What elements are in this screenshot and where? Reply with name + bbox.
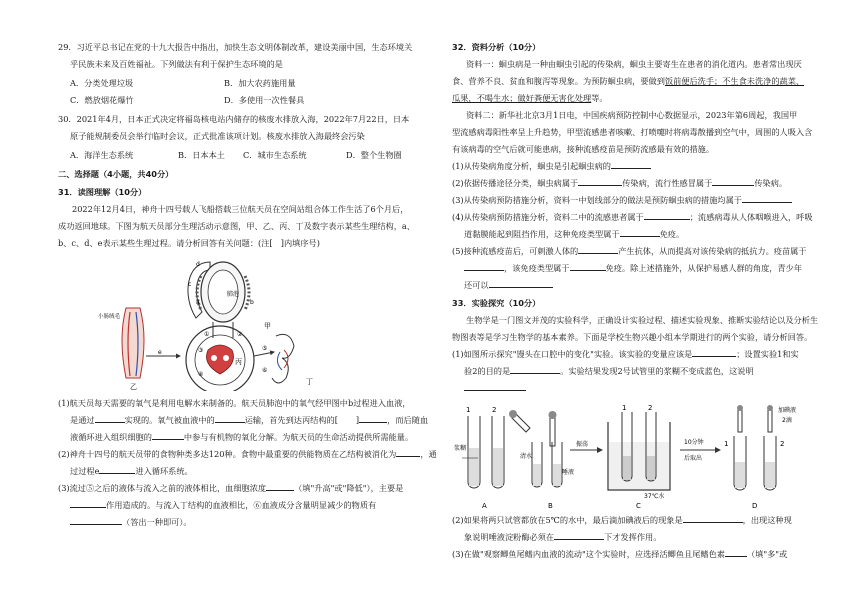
- tube-1-label-c: 1: [622, 404, 627, 412]
- q32-m1-line2: 食、营养不良、贫血和腹泻等现象。为预防蛔虫病，要做到饭前便后洗手；不生食未洗净的蔬菜、: [452, 76, 805, 86]
- tube-1-label-d: 1: [724, 440, 729, 448]
- label-jia: 甲: [264, 322, 271, 330]
- label-d: D: [752, 502, 758, 510]
- label-ding: 丁: [306, 378, 313, 386]
- label-yi: 乙: [130, 383, 137, 391]
- kidney-structure: [272, 334, 294, 383]
- experiment-diagram: [452, 402, 826, 510]
- label-dian1: 加碘液: [778, 407, 797, 414]
- num-6: ⑥: [262, 367, 268, 374]
- blank-19[interactable]: [489, 279, 553, 288]
- blank-5[interactable]: [396, 448, 420, 457]
- label-qingshui: 清水: [520, 453, 533, 460]
- num-5: ⑤: [262, 345, 268, 352]
- label-bing: 丙: [235, 358, 242, 366]
- label-jianghu: 浆糊: [454, 445, 467, 452]
- heart-structure: [207, 345, 234, 374]
- q32-m1-line3: 瓜果，不喝生水；做好粪便无害化处理等。: [452, 93, 608, 103]
- q30-option-d: D．整个生物圈: [346, 150, 402, 160]
- setup-a: [462, 416, 504, 488]
- q32-m2-line1: 资料二：新华社北京3月1日电，中国疾病预防控制中心数据显示，2023年第6周起，我国甲: [466, 110, 798, 120]
- tube-2-label-c: 2: [648, 404, 653, 412]
- blank-1[interactable]: [95, 414, 125, 423]
- q32-s3: (3)从传染病预防措施分析，资料一中划线部分的做法是预防蛔虫病的措施均属于: [452, 194, 792, 207]
- q33-s2-line1: (2)如果将两只试管都放在5℃的水中，最后滴加碘液后的现象是 ，出现这种现: [452, 515, 792, 525]
- blank-6[interactable]: [99, 465, 135, 474]
- num-2: ②: [237, 331, 243, 338]
- q29-line2: 乎民族未来及百姓福祉。下列做法有利于保护生态环境的是: [70, 59, 283, 69]
- q31-intro-2: 成功返回地球。下图为航天员部分生理活动示意图，甲、乙、丙、丁及数字表示某些生理结构，a、: [58, 221, 415, 231]
- q31-intro-1: 2022年12月4日，神舟十四号载人飞船搭载三位航天员在空间站组合体工作生活了6个月后，: [72, 204, 409, 214]
- letter-d: d: [196, 261, 200, 268]
- label-b: B: [548, 502, 553, 510]
- q30-option-b: B．日本本土: [178, 150, 225, 160]
- blank-18[interactable]: [570, 262, 606, 271]
- blank-24[interactable]: [554, 531, 604, 540]
- section-heading: 二、选择题（4小题，共40分）: [58, 169, 174, 179]
- q30-option-a: A．海洋生态系统: [70, 150, 134, 160]
- dropper-saliva: [549, 411, 557, 446]
- blank-25[interactable]: [725, 548, 747, 557]
- q33-s3-line1: (3)在做"观察鲫鱼尾鳍内血液的流动"这个实验时，应选择活鲫鱼且尾鳍色素 （填"多"或: [452, 549, 788, 559]
- q31-s1-line1: (1)航天员每天需要的氧气是利用电解水来制备的。航天员肺泡中的氧气经甲图中b过程进入血液，: [58, 398, 411, 408]
- q30-line1: 30．2021年4月，日本正式决定将福岛核电站内储存的核废水排放入海，2022年7月22日，日本: [58, 114, 410, 124]
- tube-1-label-a: 1: [466, 406, 471, 414]
- q32-s5-line1: (5)接种流感疫苗后，可刺激人体的 产生抗体，从而提高对该传染病的抵抗力。疫苗属于: [452, 246, 807, 256]
- q30-line2: 原子能规制委员会举行临时会议，正式批准该项计划。核废水排放入海最终会污染: [70, 131, 365, 141]
- q33-intro-2: 物图表等是学习生物学的基本素养。下面是学校生物兴趣小组本学期进行的两个实验，请分析回答。: [452, 332, 813, 342]
- q33-s1-line2: 验2的目的是 。实验结果发现2号试管里的浆糊不变成蓝色，这说明: [464, 366, 754, 376]
- blank-17[interactable]: [464, 262, 504, 271]
- q32-m2-line2: 型流感病毒阳性率呈上升趋势，甲型流感患者咳嗽、打喷嚏时将病毒散播到空气中，周围的人吸入含: [452, 127, 813, 137]
- label-zhendang: 振荡: [576, 441, 589, 448]
- alveolus-structure: [188, 262, 249, 322]
- q32-title: 32．资料分析（10分）: [452, 42, 541, 52]
- blank-7[interactable]: [266, 482, 294, 491]
- letter-e: e: [158, 349, 162, 356]
- blank-3[interactable]: [359, 414, 387, 423]
- q31-intro-3: b、c、d、e表示某些生理过程。请分析回答有关问题：(注[ ]内填序号): [58, 238, 320, 248]
- dropper-water: [509, 410, 530, 432]
- label-a: A: [482, 502, 487, 510]
- label-time1: 10分钟: [684, 439, 704, 446]
- blank-21[interactable]: [510, 365, 560, 374]
- tube-2-label-d: 2: [780, 440, 785, 448]
- q31-s3-line2: 作用造成的。与流入丁结构的血液相比，⑥血液成分含量明显减少的物质有: [70, 499, 376, 512]
- setup-c: [608, 412, 670, 490]
- blank-16[interactable]: [578, 245, 618, 254]
- q29-option-d: D．多使用一次性餐具: [224, 95, 305, 105]
- letter-a: a: [196, 299, 200, 306]
- q30-option-c: C．城市生态系统: [243, 150, 307, 160]
- q32-s2: (2)依据传播途径分类，蛔虫病属于 传染病，流行性感冒属于 传染病。: [452, 178, 788, 188]
- label-dian2: 2滴: [782, 417, 792, 424]
- q33-s1-line3: [464, 382, 526, 395]
- q32-s5-line3: 还可以: [464, 279, 553, 292]
- q29-line1: 29．习近平总书记在党的十九大报告中指出，加快生态文明体制改革，建设美丽中国，生态环境关: [58, 42, 413, 52]
- q33-title: 33．实验探究（10分）: [452, 298, 541, 308]
- q33-intro-1: 生物学是一门图文并茂的实验科学，正确设计实验过程、描述实验现象、推断实验结论以及分析生: [466, 315, 819, 325]
- q32-m1-line1: 资料一：蛔虫病是一种由蛔虫引起的传染病，蛔虫主要寄生在患者的消化道内。患者常出现厌: [466, 59, 802, 69]
- q29-option-b: B．加大农药施用量: [224, 78, 296, 88]
- q32-m2-line3: 有该病毒的空气后就可能患病，接种流感疫苗是预防流感最有效的措施。: [452, 144, 715, 154]
- q29-option-a: A．分类处理垃圾: [70, 78, 134, 88]
- q33-s1-line1: (1)如图所示探究"馒头在口腔中的变化"实验。该实验的变量应该是 ；设置实验1和实: [452, 349, 799, 359]
- blank-11[interactable]: [578, 177, 622, 186]
- blank-9[interactable]: [70, 516, 122, 525]
- physiology-diagram: [98, 256, 328, 391]
- blank-4[interactable]: [152, 431, 184, 440]
- label-c: C: [636, 502, 641, 510]
- blank-14[interactable]: [644, 211, 690, 220]
- q29-option-c: C．燃放烟花爆竹: [70, 95, 134, 105]
- blank-13[interactable]: [742, 194, 792, 203]
- blank-8[interactable]: [70, 499, 106, 508]
- blank-15[interactable]: [620, 228, 660, 237]
- q32-s1: (1)从传染病角度分析，蛔虫是引起蛔虫病的: [452, 160, 651, 173]
- tube-2-label-a: 2: [492, 406, 497, 414]
- letter-c: c: [188, 281, 192, 288]
- blank-2[interactable]: [215, 414, 245, 423]
- num-3: ③: [198, 347, 204, 354]
- blank-10[interactable]: [611, 160, 651, 169]
- label-temp: 37℃水: [644, 493, 665, 500]
- setup-d: [734, 405, 776, 490]
- label-feipao: 肺泡: [227, 291, 240, 298]
- q31-s1-line3: 液循环进入组织细胞的 中参与有机物的氧化分解。为航天员的生命活动提供所需能量。: [70, 432, 414, 442]
- q32-s5-line2: ，该免疫类型属于 免疫。除上述措施外，从保护易感人群的角度，青少年: [464, 262, 802, 275]
- setup-b: [532, 442, 562, 487]
- blank-22[interactable]: [464, 382, 526, 391]
- letter-b: b: [250, 299, 254, 306]
- q31-s2-line1: (2)神舟十四号的航天员带的食物种类多达120种。食物中最重要的供能物质在乙结构被消化为 ，通: [58, 449, 437, 459]
- intestinal-villus: [122, 308, 144, 378]
- q33-s2-line2: 象说明唾液淀粉酶必须在 下才发挥作用。: [464, 532, 662, 542]
- q31-s3-line3: （答出一种即可）。: [70, 516, 192, 529]
- blank-20[interactable]: [692, 348, 736, 357]
- q32-s4-line2: 道黏膜能起到阻挡作用，这种免疫类型属于 免疫。: [464, 229, 685, 239]
- q31-s2-line2: 过过程e 进入循环系统。: [70, 466, 193, 476]
- label-time2: 后取出: [684, 455, 703, 462]
- blank-23[interactable]: [683, 514, 743, 523]
- num-1: ①: [204, 331, 210, 338]
- blank-12[interactable]: [712, 177, 754, 186]
- label-tuoye: 唾液: [562, 469, 575, 476]
- q32-s4-line1: (4)从传染病预防措施分析，资料二中的流感患者属于 ；流感病毒从人体咽喉进入，呼吸: [452, 212, 813, 222]
- q31-s3-line1: (3)流过⑤之后的液体与流入之前的液体相比，血细胞浓度 （填"升高"或"降低"），主要是: [58, 483, 404, 493]
- q31-s1-line2: 是通过 实现的。氧气被血液中的 运输，首先到达丙结构的[ ] ，而后随血: [70, 415, 429, 425]
- num-4: ④: [198, 371, 204, 378]
- label-xiaochang: 小肠绒毛: [98, 314, 121, 320]
- q31-title: 31．读图理解（10分）: [58, 187, 147, 197]
